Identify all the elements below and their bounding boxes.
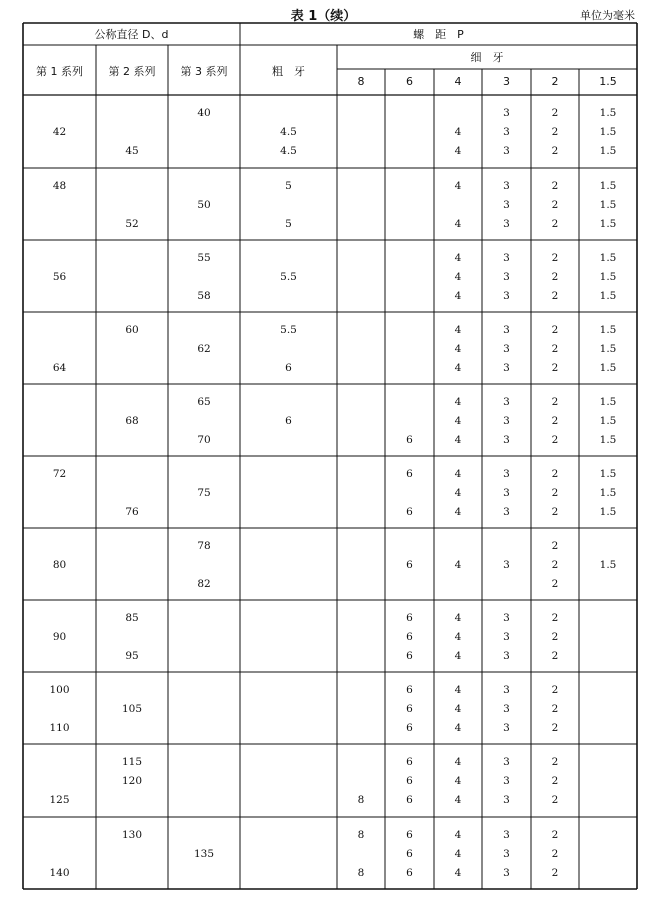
fine-col-3: 3 — [503, 75, 510, 88]
cell-fine-1-5: 1.5 — [599, 252, 617, 264]
cell-fine-6: 6 — [406, 794, 413, 806]
cell-fine-6: 6 — [406, 468, 413, 480]
cell-series-1: 48 — [52, 180, 67, 192]
cell-coarse: 5 — [285, 218, 292, 230]
cell-fine-3: 3 — [503, 650, 510, 662]
cell-fine-4: 4 — [454, 487, 462, 499]
cell-series-1: 110 — [49, 722, 70, 734]
cell-fine-3: 3 — [503, 396, 510, 408]
cell-fine-3: 3 — [503, 180, 510, 192]
cell-fine-6: 6 — [406, 848, 413, 860]
cell-fine-2: 2 — [551, 578, 559, 590]
cell-fine-8: 8 — [357, 794, 365, 806]
cell-fine-2: 2 — [551, 180, 559, 192]
cell-fine-4: 4 — [454, 271, 462, 283]
unit-label: 单位为毫米 — [580, 9, 635, 22]
cell-fine-3: 3 — [503, 468, 510, 480]
cell-fine-3: 3 — [503, 684, 510, 696]
cell-fine-4: 4 — [454, 218, 462, 230]
cell-series-2: 52 — [125, 218, 139, 230]
cell-series-3: 75 — [197, 487, 211, 499]
cell-series-2: 120 — [121, 775, 143, 787]
cell-fine-2: 2 — [551, 290, 559, 302]
header-series-1: 第 1 系列 — [36, 65, 83, 78]
header-coarse: 粗 牙 — [272, 65, 305, 78]
cell-fine-3: 3 — [503, 559, 510, 571]
cell-series-2: 76 — [125, 506, 139, 518]
cell-series-3: 50 — [197, 199, 211, 211]
cell-fine-4: 4 — [454, 650, 462, 662]
cell-fine-4: 4 — [454, 722, 462, 734]
cell-fine-3: 3 — [503, 290, 510, 302]
cell-series-3: 70 — [197, 434, 211, 446]
cell-fine-2: 2 — [551, 362, 559, 374]
fine-col-8: 8 — [357, 75, 365, 88]
cell-fine-3: 3 — [503, 252, 510, 264]
cell-fine-3: 3 — [503, 775, 510, 787]
fine-col-4: 4 — [454, 75, 462, 88]
cell-fine-2: 2 — [551, 631, 559, 643]
cell-fine-4: 4 — [454, 415, 462, 427]
cell-fine-6: 6 — [406, 631, 413, 643]
cell-fine-2: 2 — [551, 396, 559, 408]
cell-fine-6: 6 — [406, 650, 413, 662]
cell-fine-3: 3 — [503, 506, 510, 518]
cell-fine-6: 6 — [406, 612, 413, 624]
cell-series-1: 125 — [49, 794, 70, 806]
cell-series-1: 42 — [52, 126, 67, 138]
cell-series-1: 64 — [52, 362, 67, 374]
cell-fine-6: 6 — [406, 559, 413, 571]
header-pitch: 螺 距 P — [413, 28, 464, 41]
cell-fine-2: 2 — [551, 684, 559, 696]
cell-fine-2: 2 — [551, 271, 559, 283]
cell-fine-3: 3 — [503, 324, 510, 336]
cell-coarse: 6 — [285, 362, 292, 374]
cell-series-3: 65 — [197, 396, 211, 408]
cell-fine-1-5: 1.5 — [599, 218, 617, 230]
cell-fine-3: 3 — [503, 199, 510, 211]
table-title: 表 1（续） — [290, 9, 357, 24]
cell-fine-2: 2 — [551, 218, 559, 230]
cell-fine-2: 2 — [551, 775, 559, 787]
cell-fine-2: 2 — [551, 415, 559, 427]
cell-fine-4: 4 — [454, 180, 462, 192]
cell-coarse: 5.5 — [280, 324, 297, 336]
cell-fine-4: 4 — [454, 468, 462, 480]
cell-series-3: 40 — [197, 107, 211, 119]
cell-fine-4: 4 — [454, 343, 462, 355]
cell-fine-2: 2 — [551, 703, 559, 715]
cell-fine-2: 2 — [551, 145, 559, 157]
cell-fine-3: 3 — [503, 612, 510, 624]
fine-col-6: 6 — [406, 75, 413, 88]
cell-fine-2: 2 — [551, 612, 559, 624]
header-series-2: 第 2 系列 — [108, 65, 156, 78]
cell-fine-4: 4 — [454, 126, 462, 138]
cell-fine-4: 4 — [454, 434, 462, 446]
cell-fine-1-5: 1.5 — [599, 487, 617, 499]
cell-fine-4: 4 — [454, 290, 462, 302]
cell-fine-2: 2 — [551, 722, 559, 734]
cell-fine-2: 2 — [551, 199, 559, 211]
cell-fine-4: 4 — [454, 362, 462, 374]
cell-fine-2: 2 — [551, 487, 559, 499]
cell-fine-3: 3 — [503, 126, 510, 138]
cell-fine-4: 4 — [454, 703, 462, 715]
cell-fine-3: 3 — [503, 867, 510, 879]
cell-fine-2: 2 — [551, 756, 559, 768]
cell-fine-2: 2 — [551, 343, 559, 355]
cell-fine-4: 4 — [454, 867, 462, 879]
cell-fine-4: 4 — [454, 396, 462, 408]
cell-fine-1-5: 1.5 — [599, 434, 617, 446]
cell-fine-6: 6 — [406, 722, 413, 734]
cell-fine-6: 6 — [406, 756, 413, 768]
cell-series-3: 58 — [197, 290, 211, 302]
cell-fine-6: 6 — [406, 434, 413, 446]
cell-fine-3: 3 — [503, 415, 510, 427]
cell-fine-2: 2 — [551, 794, 559, 806]
cell-series-1: 56 — [52, 271, 67, 283]
cell-fine-4: 4 — [454, 145, 462, 157]
fine-col-2: 2 — [551, 75, 559, 88]
cell-fine-4: 4 — [454, 775, 462, 787]
cell-fine-1-5: 1.5 — [599, 396, 617, 408]
cell-fine-8: 8 — [357, 829, 365, 841]
cell-fine-1-5: 1.5 — [599, 180, 617, 192]
cell-fine-3: 3 — [503, 722, 510, 734]
cell-series-3: 62 — [197, 343, 211, 355]
cell-fine-6: 6 — [406, 703, 413, 715]
cell-fine-4: 4 — [454, 848, 462, 860]
cell-coarse: 5.5 — [280, 271, 297, 283]
cell-fine-2: 2 — [551, 540, 559, 552]
cell-fine-3: 3 — [503, 848, 510, 860]
cell-fine-4: 4 — [454, 506, 462, 518]
cell-series-1: 100 — [49, 684, 70, 696]
cell-fine-3: 3 — [503, 756, 510, 768]
cell-coarse: 6 — [285, 415, 292, 427]
cell-fine-4: 4 — [454, 756, 462, 768]
cell-fine-1-5: 1.5 — [599, 199, 617, 211]
cell-fine-3: 3 — [503, 703, 510, 715]
cell-fine-6: 6 — [406, 829, 413, 841]
cell-series-3: 82 — [197, 578, 211, 590]
cell-fine-4: 4 — [454, 612, 462, 624]
cell-fine-1-5: 1.5 — [599, 343, 617, 355]
cell-fine-1-5: 1.5 — [599, 290, 617, 302]
cell-series-3: 78 — [197, 540, 211, 552]
cell-fine-4: 4 — [454, 684, 462, 696]
cell-fine-3: 3 — [503, 362, 510, 374]
cell-series-2: 95 — [125, 650, 139, 662]
cell-series-2: 105 — [121, 703, 143, 715]
cell-fine-2: 2 — [551, 848, 559, 860]
cell-coarse: 4.5 — [280, 126, 297, 138]
cell-fine-3: 3 — [503, 145, 510, 157]
cell-fine-1-5: 1.5 — [599, 145, 617, 157]
cell-series-2: 45 — [125, 145, 139, 157]
cell-series-3: 135 — [193, 848, 215, 860]
cell-fine-2: 2 — [551, 559, 559, 571]
cell-fine-3: 3 — [503, 107, 510, 119]
cell-series-2: 115 — [121, 756, 143, 768]
cell-fine-2: 2 — [551, 829, 559, 841]
cell-fine-4: 4 — [454, 794, 462, 806]
cell-series-1: 80 — [52, 559, 67, 571]
cell-fine-4: 4 — [454, 252, 462, 264]
cell-fine-1-5: 1.5 — [599, 559, 617, 571]
cell-series-1: 90 — [52, 631, 67, 643]
cell-fine-3: 3 — [503, 343, 510, 355]
cell-series-3: 55 — [197, 252, 211, 264]
cell-fine-2: 2 — [551, 324, 559, 336]
cell-fine-1-5: 1.5 — [599, 324, 617, 336]
cell-fine-4: 4 — [454, 324, 462, 336]
cell-fine-1-5: 1.5 — [599, 506, 617, 518]
cell-fine-1-5: 1.5 — [599, 271, 617, 283]
cell-fine-3: 3 — [503, 794, 510, 806]
cell-fine-2: 2 — [551, 468, 559, 480]
cell-fine-2: 2 — [551, 867, 559, 879]
cell-fine-1-5: 1.5 — [599, 362, 617, 374]
cell-series-2: 130 — [121, 829, 143, 841]
cell-fine-2: 2 — [551, 107, 559, 119]
cell-series-2: 68 — [125, 415, 139, 427]
fine-col-1-5: 1.5 — [599, 75, 617, 88]
cell-fine-3: 3 — [503, 487, 510, 499]
cell-coarse: 5 — [285, 180, 292, 192]
cell-fine-1-5: 1.5 — [599, 107, 617, 119]
cell-fine-1-5: 1.5 — [599, 415, 617, 427]
header-fine: 细 牙 — [470, 51, 504, 64]
cell-fine-3: 3 — [503, 218, 510, 230]
cell-series-2: 60 — [125, 324, 139, 336]
cell-fine-4: 4 — [454, 829, 462, 841]
header-series-3: 第 3 系列 — [180, 65, 228, 78]
cell-fine-6: 6 — [406, 684, 413, 696]
cell-fine-3: 3 — [503, 829, 510, 841]
cell-coarse: 4.5 — [280, 145, 297, 157]
cell-fine-2: 2 — [551, 252, 559, 264]
header-nominal-diameter: 公称直径 D、d — [94, 28, 169, 41]
cell-fine-2: 2 — [551, 650, 559, 662]
cell-series-1: 140 — [49, 867, 70, 879]
cell-fine-3: 3 — [503, 434, 510, 446]
cell-fine-1-5: 1.5 — [599, 468, 617, 480]
cell-fine-6: 6 — [406, 775, 413, 787]
cell-fine-1-5: 1.5 — [599, 126, 617, 138]
cell-fine-8: 8 — [357, 867, 365, 879]
cell-fine-2: 2 — [551, 126, 559, 138]
cell-series-1: 72 — [52, 468, 67, 480]
cell-fine-2: 2 — [551, 434, 559, 446]
cell-fine-3: 3 — [503, 271, 510, 283]
cell-fine-4: 4 — [454, 631, 462, 643]
cell-fine-4: 4 — [454, 559, 462, 571]
cell-series-2: 85 — [125, 612, 139, 624]
cell-fine-6: 6 — [406, 867, 413, 879]
cell-fine-6: 6 — [406, 506, 413, 518]
cell-fine-3: 3 — [503, 631, 510, 643]
cell-fine-2: 2 — [551, 506, 559, 518]
